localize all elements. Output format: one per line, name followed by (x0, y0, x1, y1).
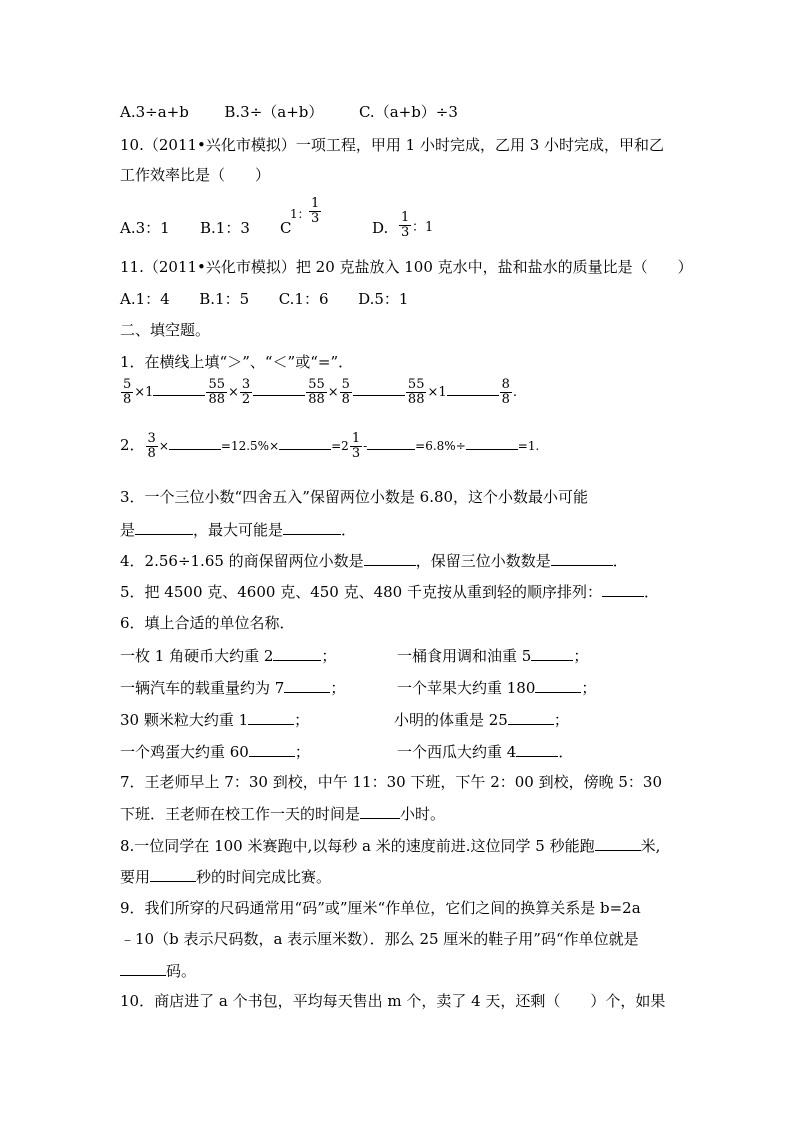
f6-right: 小明的体重是 25 (394, 711, 508, 729)
section-title: 二、填空题。 (120, 321, 211, 339)
answer-blank[interactable] (135, 518, 193, 535)
f6-left: 30 颗米粒大约重 1 (120, 711, 249, 729)
answer-blank[interactable] (602, 580, 644, 597)
fraction-denominator: 8 (341, 392, 350, 407)
operator: ×1 (134, 385, 154, 400)
f3-text: 是 (120, 521, 136, 539)
answer-blank[interactable] (447, 379, 499, 396)
fraction-numerator: 5 (123, 377, 132, 392)
f6-right: 一桶食用调和油重 5 (397, 647, 532, 665)
q10-options (120, 196, 680, 247)
fraction (406, 378, 427, 407)
fraction-numerator: 8 (501, 377, 510, 392)
fraction-denominator: 3 (351, 446, 361, 461)
fraction-denominator: 3 (311, 211, 320, 226)
f6-end: ． (558, 743, 574, 761)
fraction-numerator: 5 (341, 377, 350, 392)
q9-option-a: A.3÷a+b (120, 103, 189, 121)
answer-blank[interactable] (535, 676, 581, 693)
f9-line3 (120, 959, 680, 982)
answer-blank[interactable] (364, 549, 416, 566)
q10-option-a: A.3：1 (120, 219, 170, 237)
operator: . (512, 385, 518, 400)
operator: - (363, 439, 368, 453)
f6-end: ； (294, 711, 310, 729)
f5-text: ． (644, 583, 660, 601)
fraction-numerator: 1 (401, 210, 410, 225)
answer-blank[interactable] (595, 834, 641, 851)
q10-option-c-fraction (309, 197, 321, 226)
answer-blank[interactable] (150, 865, 196, 882)
q11-option-b: B.1：5 (199, 290, 250, 308)
q10-option-d-suffix: ：1 (412, 220, 434, 235)
q9-option-c: C.（a+b）÷3 (358, 103, 458, 121)
f3-line2 (120, 518, 680, 541)
answer-blank[interactable] (367, 433, 415, 450)
f4-text: ． (612, 552, 628, 570)
fraction-denominator: 88 (208, 392, 225, 407)
fraction-denominator: 8 (123, 392, 132, 407)
f2-label: 2． (120, 436, 145, 454)
fraction-denominator: 3 (401, 225, 410, 240)
f10-line1: 10．商店进了 a 个书包，平均每天售出 m 个，卖了 4 天，还剩（ ）个，如果 (120, 992, 666, 1010)
fraction-numerator: 3 (241, 377, 251, 392)
answer-blank[interactable] (283, 518, 341, 535)
answer-blank[interactable] (273, 644, 321, 661)
f6-end: ； (330, 679, 346, 697)
answer-blank[interactable] (516, 740, 558, 757)
q9-option-b: B.3÷（a+b） (224, 103, 324, 121)
f6-row (120, 708, 680, 731)
answer-blank[interactable] (279, 433, 331, 450)
q10-stem-line1: 10.（2011•兴化市模拟）一项工程，甲用 1 小时完成，乙用 3 小时完成，甲和乙 (120, 136, 665, 154)
f9-line2: ﹣10（b 表示尺码数，a 表示厘米数）．那么 25 厘米的鞋子用”码“作单位就是 (120, 930, 639, 948)
f4-text: 4．2.56÷1.65 的商保留两位小数是 (120, 552, 364, 570)
q11-stem: 11.（2011•兴化市模拟）把 20 克盐放入 100 克水中，盐和盐水的质量比是（ ） (120, 258, 693, 276)
answer-blank[interactable] (253, 379, 305, 396)
answer-blank[interactable] (248, 708, 294, 725)
f7-line2 (120, 802, 680, 825)
answer-blank[interactable] (508, 708, 554, 725)
f3-line1: 3．一个三位小数“四舍五入”保留两位小数是 6.80，这个小数最小可能 (120, 488, 589, 506)
answer-blank[interactable] (153, 379, 205, 396)
fraction (500, 378, 512, 407)
q10-option-b: B.1：3 (200, 219, 250, 237)
fraction-denominator: 8 (501, 392, 510, 407)
f4-text: ，保留三位小数数是 (415, 552, 551, 570)
f2-text: =1. (517, 439, 540, 453)
fraction (306, 378, 327, 407)
f3-text: ，最大可能是 (193, 521, 284, 539)
f8-text: 秒的时间完成比赛。 (196, 868, 332, 886)
f8-line1 (120, 834, 680, 857)
operator: ×1 (427, 385, 447, 400)
f2-text: =12.5%× (220, 439, 280, 453)
f8-text: 要用 (120, 868, 151, 886)
q11-options (120, 288, 680, 310)
f6-end: ； (553, 711, 569, 729)
f8-text: 8.一位同学在 100 米赛跑中,以每秒 a 米的速度前进.这位同学 5 秒能跑 (120, 837, 595, 855)
f7-line1: 7．王老师早上 7：30 到校，中午 11：30 下班，下午 2：00 到校，傍晚 5：30 (120, 773, 662, 791)
f5-text: 5．把 4500 克、4600 克、450 克、480 千克按从重到轻的顺序排列： (120, 583, 602, 601)
fraction-numerator: 55 (308, 377, 325, 392)
f6-end: ； (573, 647, 589, 665)
fraction-denominator: 2 (241, 392, 251, 407)
answer-blank[interactable] (284, 676, 330, 693)
answer-blank[interactable] (551, 549, 613, 566)
f6-left: 一辆汽车的载重量约为 7 (120, 679, 285, 697)
f6-right: 一个西瓜大约重 4 (397, 743, 517, 761)
f1-expression (120, 378, 680, 418)
f2-text: =2 (331, 439, 349, 453)
q11-option-c: C.1：6 (278, 290, 329, 308)
fraction-numerator: 55 (407, 377, 425, 392)
f1-stem: 1．在横线上填“＞”、“＜”或“=”． (120, 353, 354, 371)
f2-expression (120, 432, 680, 472)
fraction-denominator: 8 (147, 446, 156, 461)
fraction (121, 378, 133, 407)
fraction-numerator: 55 (208, 377, 225, 392)
f6-end: ； (294, 743, 310, 761)
f9-line1: 9．我们所穿的尺码通常用“码”或”厘米“作单位，它们之间的换算关系是 b=2a (120, 899, 641, 917)
answer-blank[interactable] (360, 802, 400, 819)
answer-blank[interactable] (353, 379, 405, 396)
q10-option-c-ratio: 1： (290, 207, 310, 221)
f9-text: 码。 (166, 962, 197, 980)
operator: × (327, 385, 339, 400)
f6-end: ； (581, 679, 597, 697)
f6-stem: 6．填上合适的单位名称． (120, 614, 295, 632)
answer-blank[interactable] (249, 740, 295, 757)
f7-text: 小时。 (400, 805, 446, 823)
fraction (350, 432, 362, 461)
f8-text: 米, (640, 837, 661, 855)
answer-blank[interactable] (466, 433, 518, 450)
q9-options (120, 101, 680, 123)
f6-row (120, 740, 680, 763)
f6-right: 一个苹果大约重 180 (397, 679, 536, 697)
fraction (146, 432, 158, 461)
q11-option-d: D.5：1 (358, 290, 409, 308)
operator: × (158, 439, 169, 453)
fraction-denominator: 88 (407, 392, 425, 407)
answer-blank[interactable] (531, 644, 573, 661)
f6-row (120, 644, 680, 667)
f5-line (120, 580, 680, 603)
f6-left: 一个鸡蛋大约重 60 (120, 743, 249, 761)
f8-line2 (120, 865, 680, 888)
operator: × (228, 385, 239, 400)
f4-line (120, 549, 680, 572)
f6-row (120, 676, 680, 699)
q10-option-c-prefix: C (280, 219, 292, 237)
answer-blank[interactable] (169, 433, 221, 450)
f2-text: =6.8%÷ (415, 439, 466, 453)
q10-option-d-prefix: D. (372, 219, 389, 237)
fraction-denominator: 88 (308, 392, 325, 407)
f3-text: ． (341, 521, 357, 539)
answer-blank[interactable] (120, 959, 166, 976)
f7-text: 下班．王老师在校工作一天的时间是 (120, 805, 361, 823)
q10-stem-line2: 工作效率比是（ ） (120, 166, 271, 184)
fraction-numerator: 1 (351, 431, 361, 446)
fraction-numerator: 1 (311, 196, 320, 211)
f6-end: ； (321, 647, 337, 665)
fraction (340, 378, 352, 407)
fraction (206, 378, 227, 407)
f6-left: 一枚 1 角硬币大约重 2 (120, 647, 274, 665)
fraction (240, 378, 252, 407)
q10-option-d-fraction (399, 211, 411, 240)
q11-option-a: A.1：4 (120, 290, 170, 308)
fraction-numerator: 3 (147, 431, 156, 446)
